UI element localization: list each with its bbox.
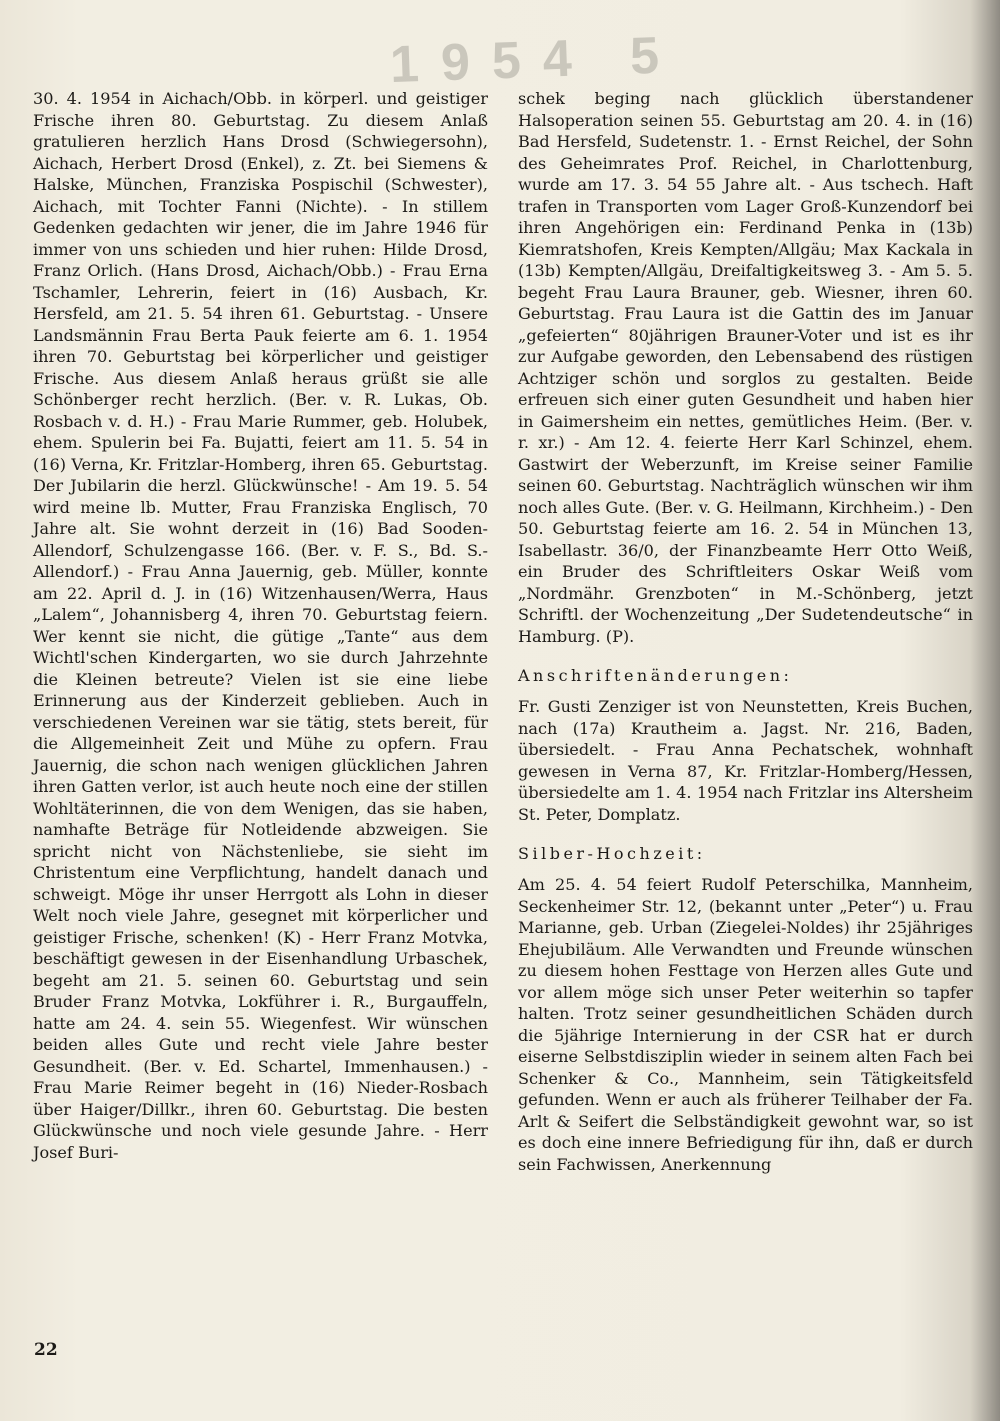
silver-wedding-heading: Silber-Hochzeit: <box>518 844 706 863</box>
page-number: 22 <box>34 1340 58 1360</box>
right-column <box>518 88 973 1175</box>
date-stamp: 1954 5 <box>389 25 682 95</box>
right-column-intro-text: schek beging nach glücklich überstandener Halsoperation seinen 55. Geburtstag am 20. 4. in (16) Bad Hersfeld, Sudetenstr. 1. - Ernst Reichel, der Sohn des Geheimrates Prof. Reichel, in Charlottenburg, wurde am 17. 3. 54 55 Jahre alt. - Aus tschech. Haft trafen in Transporten vom Lager Groß-Kunzendorf bei ihren Angehörigen ein: Ferdinand Penka in (13b) Kiemratshofen, Kreis Kempten/Allgäu; Max Kackala in (13b) Kempten/Allgäu, Dreifaltigkeitsweg 3. - Am 5. 5. begeht Frau Laura Brauner, geb. Wiesner, ihren 60. Geburtstag. Frau Laura ist die Gattin des im Januar „gefeierten“ 80jährigen Brauner-Voter und ist es ihr zur Aufgabe geworden, den Lebensabend des rüstigen Achtziger schön und sorglos zu gestalten. Beide erfreuen sich einer guten Gesundheit und haben hier in Gaimersheim ein nettes, gemütliches Heim. (Ber. v. r. xr.) - Am 12. 4. feierte Herr Karl Schinzel, ehem. Gastwirt der Weberzunft, im Kreise seiner Familie seinen 60. Geburtstag. Nachträglich wünschen wir ihm noch alles Gute. (Ber. v. G. Heilmann, Kirchheim.) - Den 50. Geburtstag feierte am 16. 2. 54 in München 13, Isabellastr. 36/0, der Finanzbeamte Herr Otto Weiß, ein Bruder des Schriftleiters Oskar Weiß vom „Nordmähr. Grenzboten“ in M.-Schönberg, jetzt Schriftl. der Wochenzeitung „Der Sudetendeutsche“ in Hamburg. (P). <box>518 89 973 646</box>
left-column-text: 30. 4. 1954 in Aichach/Obb. in körperl. und geistiger Frische ihren 80. Geburtstag. Zu diesem Anlaß gratulieren herzlich Hans Drosd (Schwiegersohn), Aichach, Herbert Drosd (Enkel), z. Zt. bei Siemens & Halske, München, Franziska Pospischil (Schwester), Aichach, mit Tochter Fanni (Nichte). - In stillem Gedenken gedachten wir jener, die im Jahre 1946 für immer von uns schieden und hier ruhen: Hilde Drosd, Franz Orlich. (Hans Drosd, Aichach/Obb.) - Frau Erna Tschamler, Lehrerin, feiert in (16) Ausbach, Kr. Hersfeld, am 21. 5. 54 ihren 61. Geburtstag. - Unsere Landsmännin Frau Berta Pauk feierte am 6. 1. 1954 ihren 70. Geburtstag bei körperlicher und geistiger Frische. Aus diesem Anlaß heraus grüßt sie alle Schönberger recht herzlich. (Ber. v. R. Lukas, Ob. Rosbach v. d. H.) - Frau Marie Rummer, geb. Holubek, ehem. Spulerin bei Fa. Bujatti, feiert am 11. 5. 54 in (16) Verna, Kr. Fritzlar-Homberg, ihren 65. Geburtstag. Der Jubilarin die herzl. Glückwünsche! - Am 19. 5. 54 wird meine lb. Mutter, Frau Franziska Englisch, 70 Jahre alt. Sie wohnt derzeit in (16) Bad Sooden-Allendorf, Schulzengasse 166. (Ber. v. F. S., Bd. S.-Allendorf.) - Frau Anna Jauernig, geb. Müller, konnte am 22. April d. J. in (16) Witzenhausen/Werra, Haus „Lalem“, Johannisberg 4, ihren 70. Geburtstag feiern. Wer kennt sie nicht, die gütige „Tante“ aus dem Wichtl'schen Kindergarten, wo sie durch Jahrzehnte die Kleinen betreute? Vielen ist sie eine liebe Erinnerung aus der Kinderzeit geblieben. Auch in verschiedenen Vereinen war sie tätig, stets bereit, für die Allgemeinheit Zeit und Mühe zu opfern. Frau Jauernig, die schon nach wenigen glücklichen Jahren ihren Gatten verlor, ist auch heute noch eine der stillen Wohltäterinnen, die von dem Wenigen, das sie haben, namhafte Beträge für Notleidende abzweigen. Sie spricht nicht von Nächstenliebe, sie sieht im Christentum eine Verpflichtung, handelt danach und schweigt. Möge ihr unser Herrgott als Lohn in dieser Welt noch viele Jahre, gesegnet mit körperlicher und geistiger Frische, schenken! (K) - Herr Franz Motvka, beschäftigt gewesen in der Eisenhandlung Urbaschek, begeht am 21. 5. seinen 60. Geburtstag und sein Bruder Franz Motvka, Lokführer i. R., Burgauffeln, hatte am 24. 4. sein 55. Wiegenfest. Wir wünschen beiden alles Gute und recht viele Jahre bester Gesundheit. (Ber. v. Ed. Schartel, Immenhausen.) - Frau Marie Reimer begeht in (16) Nieder-Rosbach über Haiger/Dillkr., ihren 60. Geburtstag. Die besten Glückwünsche und noch viele gesunde Jahre. - Herr Josef Buri- <box>33 89 488 1162</box>
address-changes-text: Fr. Gusti Zenziger ist von Neunstetten, Kreis Buchen, nach (17a) Krautheim a. Jagst. Nr. 216, Baden, übersiedelt. - Frau Anna Pechatschek, wohnhaft gewesen in Verna 87, Kr. Fritzlar-Homberg/Hessen, übersiedelte am 1. 4. 1954 nach Fritzlar ins Altersheim St. Peter, Domplatz. <box>518 697 973 824</box>
silver-wedding-text: Am 25. 4. 54 feiert Rudolf Peterschilka, Mannheim, Seckenheimer Str. 12, (bekannt unter „Peter“) u. Frau Marianne, geb. Urban (Ziegelei-Noldes) ihr 25jähriges Ehejubiläum. Alle Verwandten und Freunde wünschen zu diesem hohen Festtage von Herzen alles Gute und vor allem möge sich unser Peter weiterhin so tapfer halten. Trotz seiner gesundheitlichen Schäden durch die 5jährige Internierung in der CSR hat er durch eiserne Selbstdisziplin wieder in seinem alten Fach bei Schenker & Co., Mannheim, sein Tätigkeitsfeld gefunden. Wenn er auch als früherer Teilhaber der Fa. Arlt & Seifert die Selbständigkeit gewohnt war, so ist es doch eine innere Befriedigung für ihn, daß er durch sein Fachwissen, Anerkennung <box>518 875 973 1174</box>
left-column <box>33 88 488 1163</box>
address-changes-heading: Anschriftenänderungen: <box>518 666 793 685</box>
